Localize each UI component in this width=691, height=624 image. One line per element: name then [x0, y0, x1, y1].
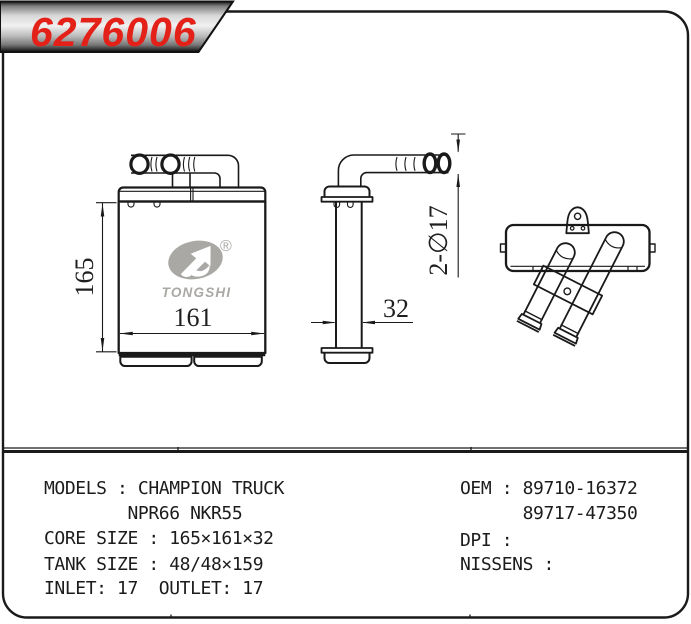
brand-text: TONGSHI [161, 285, 232, 300]
dim-161 [119, 303, 264, 335]
side-top-tank [322, 187, 373, 208]
registered-mark: ® [220, 238, 232, 255]
side-elbow-pipe [338, 154, 449, 188]
spec-models-line: MODELS : CHAMPION TRUCK [44, 478, 285, 499]
spec-oem: OEM : 89710-16372 [460, 478, 638, 499]
dim-height-label: 165 [70, 257, 99, 297]
spec-dpi: DPI : [460, 530, 523, 551]
spec-oem2: 89717-47350 [460, 503, 638, 524]
pipe-end-ring [162, 155, 179, 173]
mounting-bracket [566, 207, 589, 233]
dim-depth-label: 32 [383, 294, 409, 323]
front-inlet-outlet-pipes [131, 155, 239, 188]
dim-165 [70, 203, 117, 352]
brand-logo [162, 236, 232, 300]
bracket-hole [575, 213, 581, 219]
dim-pipe-label: 2-∅17 [424, 205, 453, 276]
spec-nissens: NISSENS : [460, 554, 565, 575]
perspective-view [501, 207, 656, 346]
front-bottom-tank [120, 357, 261, 366]
pipe-end-ring [424, 154, 436, 173]
sleeve-hole [563, 287, 572, 296]
front-view [70, 155, 265, 366]
bracket-hole [581, 227, 585, 231]
dim-width-label: 161 [173, 303, 213, 332]
part-number-banner [0, 2, 233, 56]
side-view [311, 134, 466, 363]
pipe-end-ring [438, 154, 450, 173]
front-top-tank [119, 188, 266, 208]
front-pipe [553, 228, 630, 346]
side-bottom-tank [322, 348, 373, 363]
part-number-text: 6276006 [30, 9, 197, 55]
bracket-hole [570, 227, 574, 231]
side-body [336, 202, 362, 348]
spec-inlet-outlet: INLET: 17 OUTLET: 17 [44, 578, 264, 599]
pipe-end-ring [131, 155, 148, 173]
spec-core-size: CORE SIZE : 165×161×32 [44, 528, 274, 549]
spec-tank-size: TANK SIZE : 48/48×159 [44, 554, 264, 575]
spec-models-line2: NPR66 NKR55 [44, 503, 243, 524]
tank-outline [506, 225, 650, 271]
rear-pipe [517, 239, 581, 332]
